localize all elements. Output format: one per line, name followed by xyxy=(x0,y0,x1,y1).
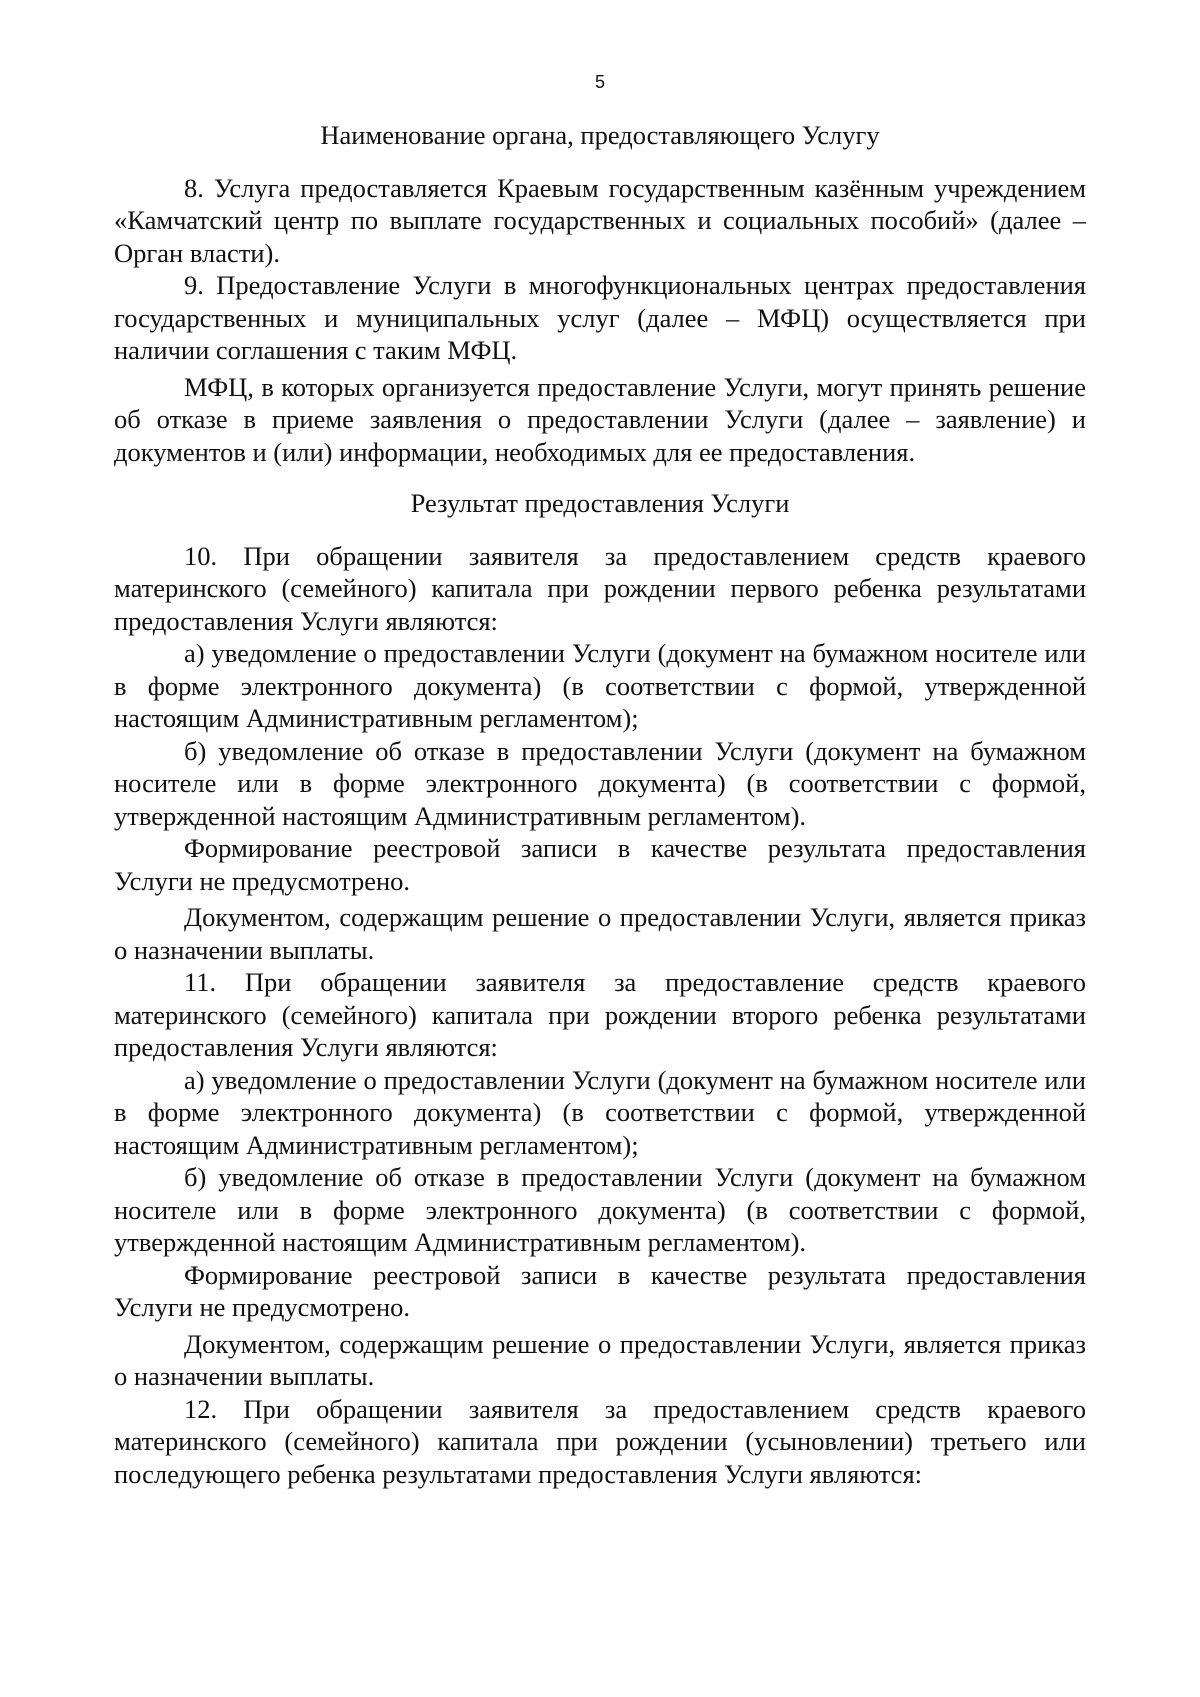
paragraph-9: 9. Предоставление Услуги в многофункциональных центрах предоставления государственных и муниципальных услуг (далее – МФЦ) осуществляется при наличии соглашения с таким МФЦ. xyxy=(114,270,1086,365)
section-heading-result: Результат предоставления Услуги xyxy=(410,488,790,518)
paragraph-mfc-refusal: МФЦ, в которых организуется предоставление Услуги, могут принять решение об отказе в приеме заявления о предоставлении Услуги (далее – заявление) и документов и (или) информации, необходимых для ее предоставления. xyxy=(114,371,1086,467)
paragraph-11-order: Документом, содержащим решение о предоставлении Услуги, является приказ о назначении выплаты. xyxy=(114,1328,1086,1391)
paragraph-11-a: а) уведомление о предоставлении Услуги (документ на бумажном носителе или в форме электронного документа) (в соответствии с формой, утвержденной настоящим Административным регламентом); xyxy=(114,1064,1086,1160)
paragraph-11-registry: Формирование реестровой записи в качестве результата предоставления Услуги не предусмотрено. xyxy=(114,1259,1086,1322)
paragraph-10-registry: Формирование реестровой записи в качестве результата предоставления Услуги не предусмотрено. xyxy=(114,833,1086,896)
paragraph-11-b: б) уведомление об отказе в предоставлении Услуги (документ на бумажном носителе или в форме электронного документа) (в соответствии с формой, утвержденной настоящим Административным регламентом). xyxy=(114,1162,1086,1257)
paragraph-10-a: а) уведомление о предоставлении Услуги (документ на бумажном носителе или в форме электронного документа) (в соответствии с формой, утвержденной настоящим Административным регламентом); xyxy=(114,638,1086,733)
page-number: 5 xyxy=(594,72,605,92)
paragraph-10: 10. При обращении заявителя за предоставлением средств краевого материнского (семейного) капитала при рождении первого ребенка результатами предоставления Услуги являются: xyxy=(114,540,1086,636)
paragraph-11: 11. При обращении заявителя за предоставление средств краевого материнского (семейного) капитала при рождении второго ребенка результатами предоставления Услуги являются: xyxy=(114,967,1086,1062)
paragraph-8: 8. Услуга предоставляется Краевым государственным казённым учреждением «Камчатский центр по выплате государственных и социальных пособий» (далее – Орган власти). xyxy=(114,172,1086,268)
paragraph-12: 12. При обращении заявителя за предоставлением средств краевого материнского (семейного) капитала при рождении (усыновлении) третьего или последующего ребенка результатами предоставления Услуги являются: xyxy=(114,1393,1086,1489)
section-heading-authority: Наименование органа, предоставляющего Услугу xyxy=(320,120,880,150)
paragraph-10-order: Документом, содержащим решение о предоставлении Услуги, является приказ о назначении выплаты. xyxy=(114,902,1086,965)
document-body xyxy=(114,119,1086,1490)
paragraph-10-b: б) уведомление об отказе в предоставлении Услуги (документ на бумажном носителе или в форме электронного документа) (в соответствии с формой, утвержденной настоящим Административным регламентом). xyxy=(114,735,1086,831)
